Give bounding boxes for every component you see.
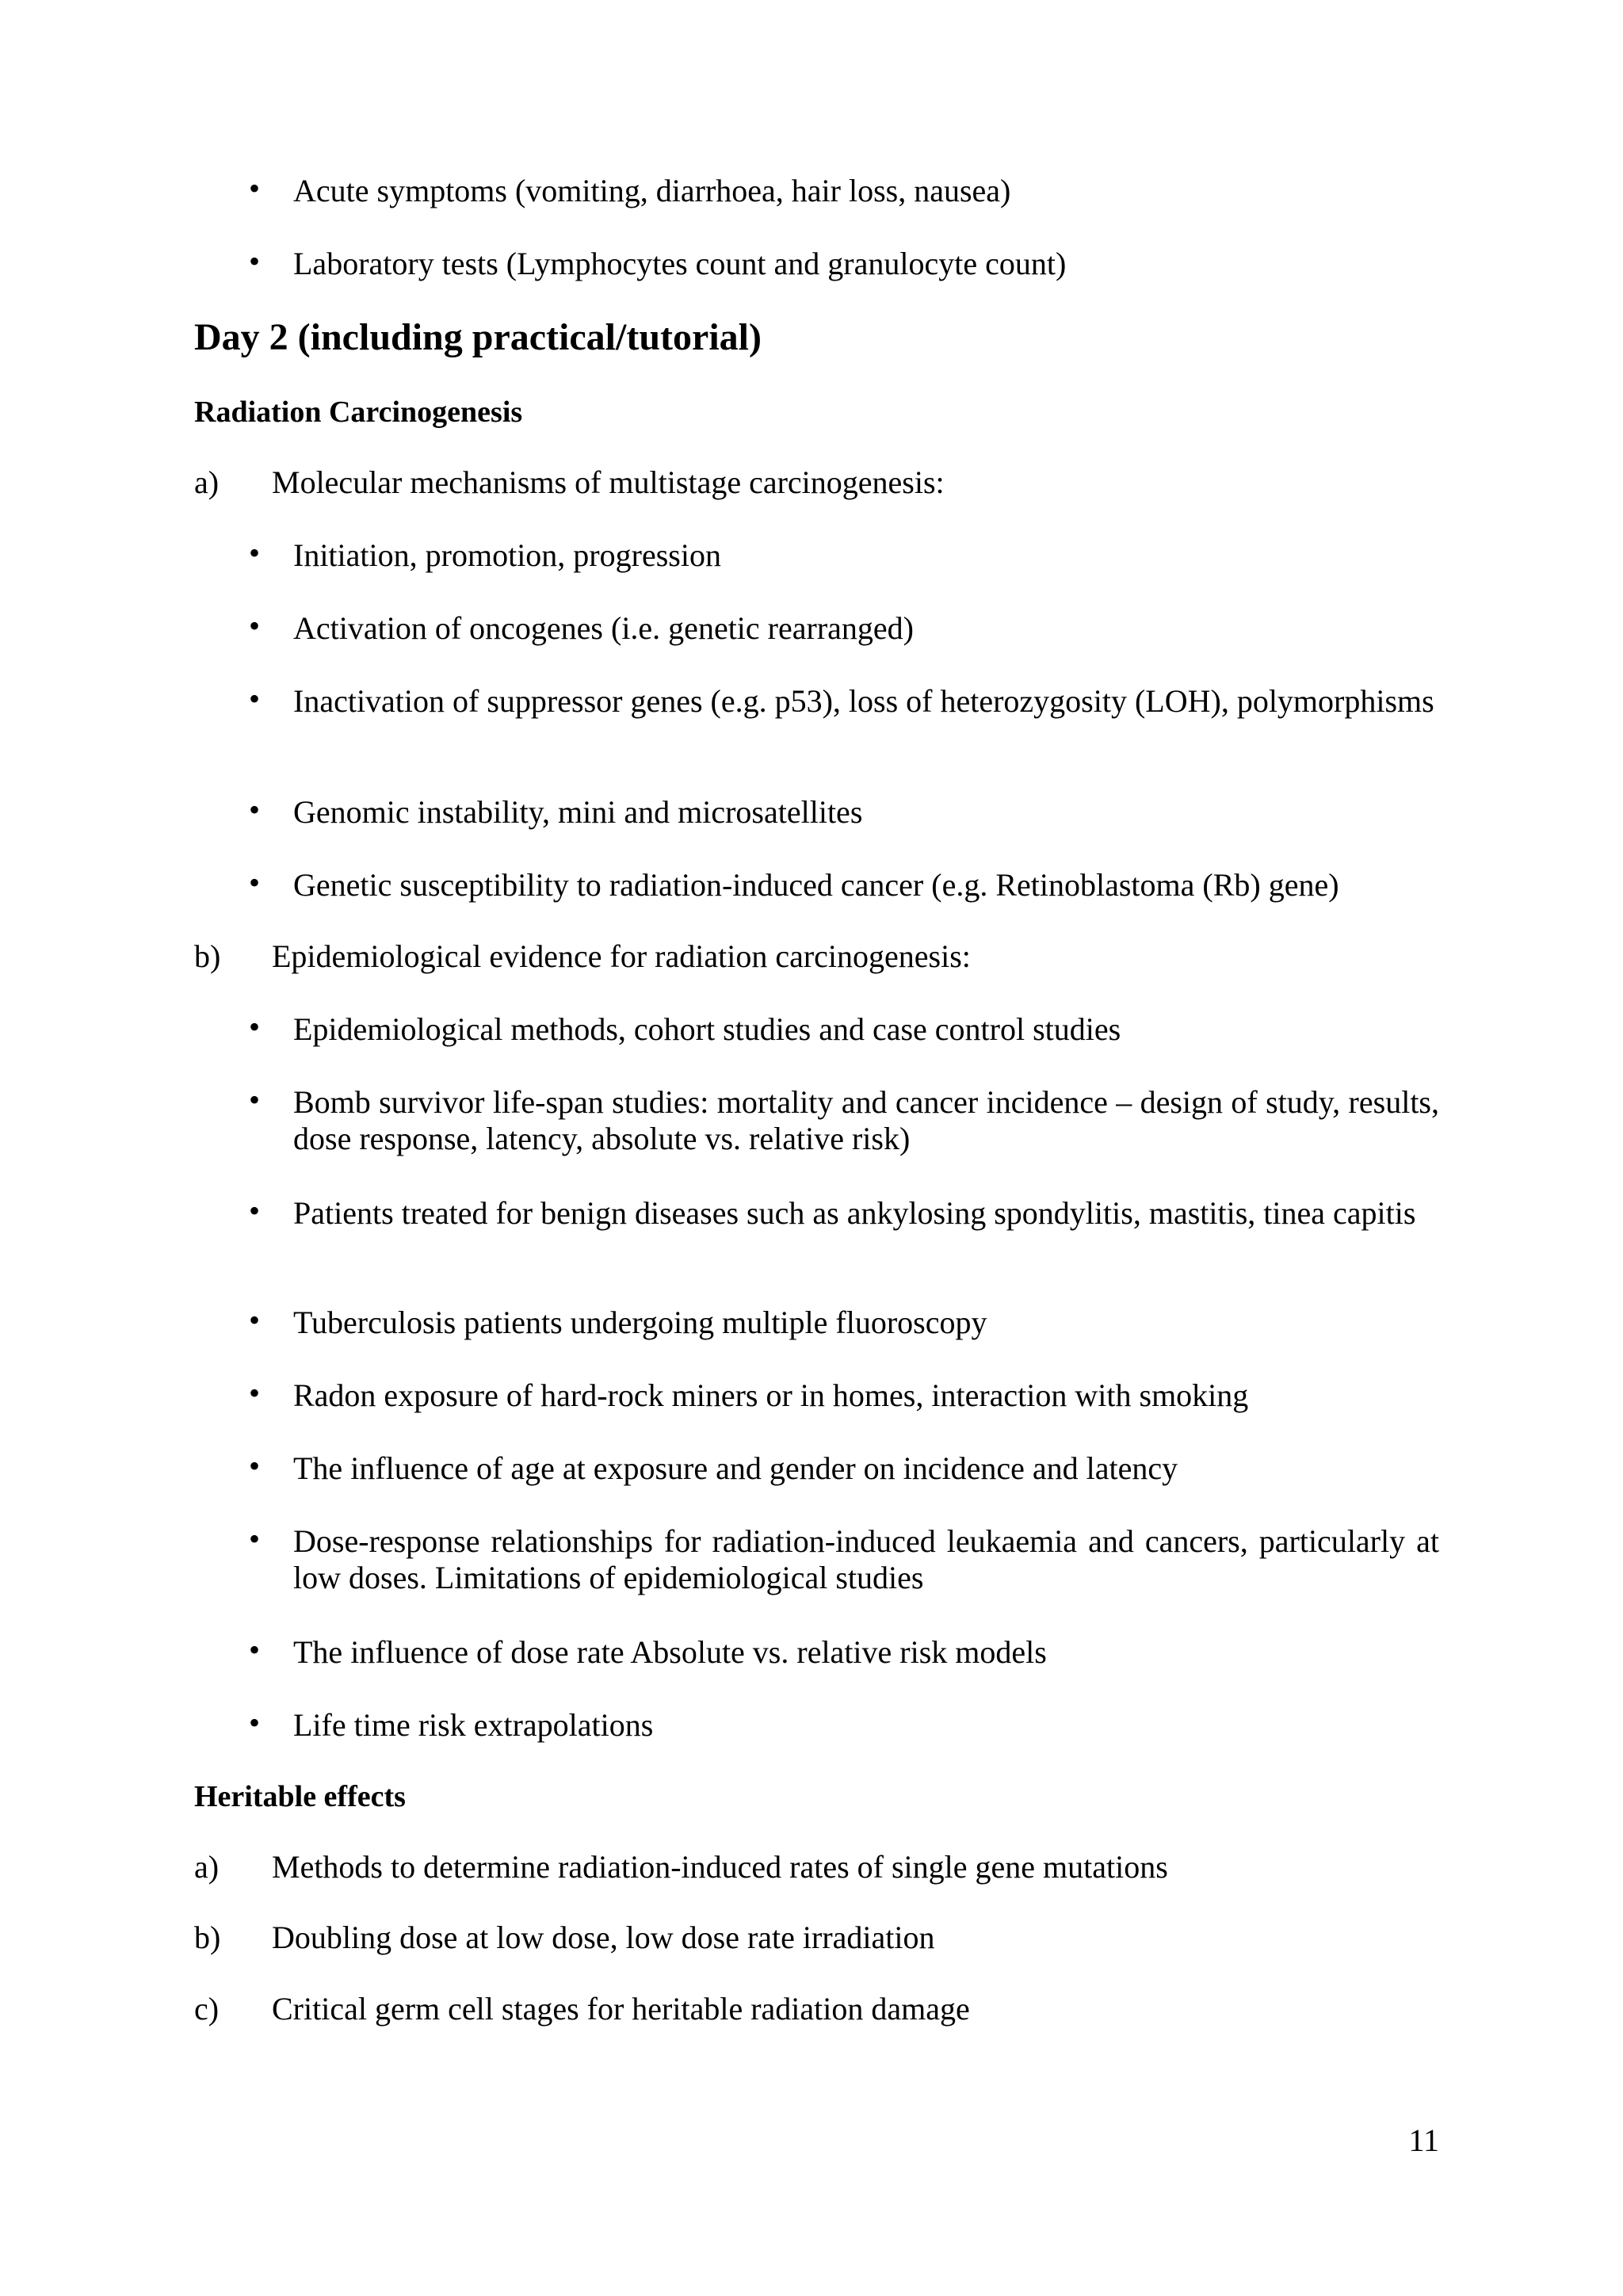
bullet-benign-diseases: Patients treated for benign diseases such as ankylosing spondylitis, mastitis, tinea capitis: [293, 1195, 1416, 1231]
bullet-dose-response: Dose-response relationships for radiation-induced leukaemia and cancers, particularly at low doses. Limitations of epidemiological studies: [293, 1523, 1439, 1595]
heritable-item-b: Doubling dose at low dose, low dose rate irradiation: [272, 1920, 935, 1955]
bullet-epidemiological-methods: Epidemiological methods, cohort studies and case control studies: [293, 1011, 1121, 1047]
bullet-dot: •: [249, 535, 261, 571]
top-bullet-acute-symptoms: Acute symptoms (vomiting, diarrhoea, hair loss, nausea): [293, 173, 1011, 208]
bullet-initiation: Initiation, promotion, progression: [293, 537, 721, 573]
list-marker-b: b): [194, 938, 221, 974]
bullet-dot: •: [249, 170, 261, 206]
bullet-dot: •: [249, 865, 261, 900]
bullet-dot: •: [249, 792, 261, 827]
day-heading: Day 2 (including practical/tutorial): [194, 316, 762, 358]
bullet-dot: •: [249, 1009, 261, 1045]
bullet-dot: •: [249, 1448, 261, 1484]
item-b-epidemiological-evidence: Epidemiological evidence for radiation carcinogenesis:: [272, 938, 971, 974]
list-marker-c: c): [194, 1991, 220, 2027]
bullet-inactivation-suppressor: Inactivation of suppressor genes (e.g. p53), loss of heterozygosity (LOH), polymorphisms: [293, 683, 1434, 719]
bullet-dot: •: [249, 1082, 261, 1117]
list-marker-b: b): [194, 1920, 221, 1955]
bullet-dot: •: [249, 243, 261, 279]
bullet-genetic-susceptibility: Genetic susceptibility to radiation-induced cancer (e.g. Retinoblastoma (Rb) gene): [293, 867, 1339, 903]
bullet-dot: •: [249, 1193, 261, 1228]
bullet-dot: •: [249, 681, 261, 716]
heritable-item-a: Methods to determine radiation-induced rates of single gene mutations: [272, 1849, 1168, 1885]
bullet-age-gender: The influence of age at exposure and gender on incidence and latency: [293, 1450, 1178, 1486]
page-number: 11: [1408, 2122, 1439, 2158]
bullet-dot: •: [249, 1705, 261, 1740]
bullet-dot: •: [249, 608, 261, 644]
item-a-molecular-mechanisms: Molecular mechanisms of multistage carcinogenesis:: [272, 464, 945, 500]
bullet-dose-rate: The influence of dose rate Absolute vs. relative risk models: [293, 1634, 1047, 1670]
bullet-life-time-risk: Life time risk extrapolations: [293, 1707, 654, 1743]
bullet-dot: •: [249, 1632, 261, 1668]
bullet-dot: •: [249, 1521, 261, 1557]
top-bullet-laboratory-tests: Laboratory tests (Lymphocytes count and granulocyte count): [293, 246, 1067, 281]
bullet-radon-exposure: Radon exposure of hard-rock miners or in homes, interaction with smoking: [293, 1377, 1249, 1413]
heritable-item-c: Critical germ cell stages for heritable radiation damage: [272, 1991, 970, 2027]
bullet-dot: •: [249, 1302, 261, 1338]
list-marker-a: a): [194, 1849, 220, 1885]
bullet-activation-oncogenes: Activation of oncogenes (i.e. genetic rearranged): [293, 610, 914, 646]
section-heading-carcinogenesis: Radiation Carcinogenesis: [194, 395, 523, 429]
bullet-tuberculosis: Tuberculosis patients undergoing multiple fluoroscopy: [293, 1305, 987, 1340]
section-heading-heritable: Heritable effects: [194, 1780, 406, 1813]
bullet-dot: •: [249, 1375, 261, 1411]
bullet-bomb-survivor: Bomb survivor life-span studies: mortality and cancer incidence – design of study, results, dose response, latency, absolute vs. relative risk): [293, 1084, 1439, 1156]
list-marker-a: a): [194, 464, 220, 500]
bullet-genomic-instability: Genomic instability, mini and microsatellites: [293, 794, 863, 830]
